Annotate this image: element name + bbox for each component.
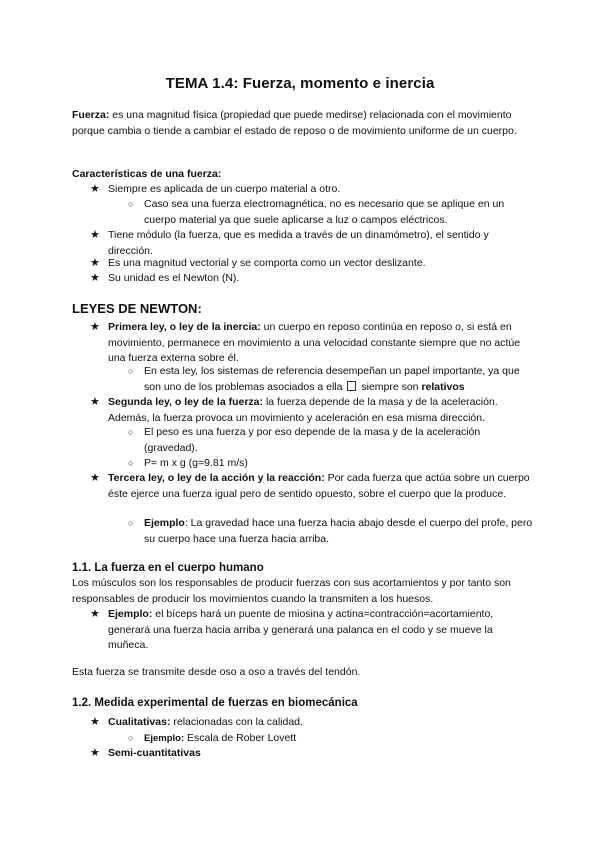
cualitativas-text: relacionadas con la calidad. [170,716,303,728]
ley3-text: Por cada fuerza que actúa sobre un cuerpo éste ejerce una fuerza igual pero de sentido opuesto, sobre el cuerpo que la produce. [108,472,530,500]
ley3-subitem [144,516,533,547]
caracteristicas-heading: Características de una fuerza: [72,168,222,180]
caracteristica-item: Siempre es aplicada de un cuerpo material a otro. [108,183,341,195]
circle-bullet-icon: ○ [128,733,134,743]
star-bullet-icon: ★ [90,321,100,333]
section-1-1-closing: Esta fuerza se transmite desde oso a oso a través del tendón. [72,666,361,678]
ley1-text: un cuerpo en reposo continúa en reposo o, si está en movimiento, permanece en movimiento a una velocidad constante siempre que no actúe una fuerza externa sobre él. [108,321,521,364]
ley-item [108,395,533,426]
section-1-2-item [108,715,533,731]
arrow-placeholder-icon [347,381,356,391]
ley2-text: la fuerza depende de la masa y de la aceleración. Además, la fuerza provoca un movimiento y aceleración en esa misma dirección. [108,396,498,424]
ley3-sub-label: Ejemplo [144,517,185,529]
star-bullet-icon: ★ [90,396,100,408]
star-bullet-icon: ★ [90,608,100,620]
cualitativas-label: Cualitativas: [108,716,171,728]
circle-bullet-icon: ○ [128,458,134,468]
ley1-label: Primera ley, o ley de la inercia: [108,321,261,333]
section-1-2-item: Semi-cuantitativas [108,747,201,759]
ejemplo-text: el bíceps hará un puente de miosina y actina=contracción=acortamiento, generará una fuerza hacia arriba y generará una palanca en el codo y se mueve la muñeca. [108,608,494,651]
section-1-1-ejemplo [108,607,533,654]
star-bullet-icon: ★ [90,272,100,284]
page-title: TEMA 1.4: Fuerza, momento e inercia [165,75,435,92]
circle-bullet-icon: ○ [128,427,134,437]
ejemplo-text: Escala de Rober Lovett [184,732,297,744]
intro-term: Fuerza: [72,109,110,121]
ley1-sub-bold: relativos [421,380,465,393]
section-1-1-paragraph: Los músculos son los responsables de producir fuerzas con sus acortamientos y por tanto son responsables de producir los movimientos cuando la transmiten a los huesos. [72,577,511,605]
circle-bullet-icon: ○ [128,199,134,209]
caracteristica-item: Tiene módulo (la fuerza, que es medida a través de un dinamómetro), el sentido y dirección. [108,229,489,257]
star-bullet-icon: ★ [90,747,100,759]
section-1-2-subitem [144,731,533,747]
ejemplo-label: Ejemplo: [144,733,185,744]
caracteristica-item: Su unidad es el Newton (N). [108,272,240,284]
ley2-subitem: El peso es una fuerza y por eso depende de la masa y de la aceleración (gravedad). [144,426,481,454]
circle-bullet-icon: ○ [128,366,134,376]
leyes-heading: LEYES DE NEWTON: [72,301,202,316]
ley2-subitem: P= m x g (g=9.81 m/s) [144,457,248,469]
ejemplo-label: Ejemplo: [108,608,153,620]
intro-text: es una magnitud física (propiedad que puede medirse) relacionada con el movimiento porque cambia o tiende a cambiar el estado de reposo o de movimiento uniforme de un cuerpo. [72,109,517,137]
star-bullet-icon: ★ [90,472,100,484]
ley2-label: Segunda ley, o ley de la fuerza: [108,396,264,408]
ley3-label: Tercera ley, o ley de la acción y la reacción: [108,472,325,484]
intro-paragraph [72,108,530,139]
ley1-sub-text-b: siempre son [361,380,419,393]
ley3-sub-text: : La gravedad hace una fuerza hacia abajo desde el cuerpo del profe, pero su cuerpo hace una fuerza hacia arriba. [144,517,533,545]
star-bullet-icon: ★ [90,229,100,241]
star-bullet-icon: ★ [90,716,100,728]
caracteristica-item: Es una magnitud vectorial y se comporta como un vector deslizante. [108,257,426,269]
section-1-2-heading: 1.2. Medida experimental de fuerzas en biomecánica [72,697,358,709]
star-bullet-icon: ★ [90,257,100,269]
section-1-1-heading: 1.1. La fuerza en el cuerpo humano [72,562,264,574]
caracteristica-subitem: Caso sea una fuerza electromagnética, no es necesario que se aplique en un cuerpo material ya que suele aplicarse a luz o campos eléctricos. [144,198,505,226]
ley1-sub-text: En esta ley, los sistemas de referencia desempeñan un papel importante, ya que son uno de los problemas asociados a ella [144,365,520,393]
ley1-subitem [144,364,533,395]
star-bullet-icon: ★ [90,183,100,195]
circle-bullet-icon: ○ [128,518,134,528]
ley-item [108,320,533,367]
ley-item [108,471,533,502]
